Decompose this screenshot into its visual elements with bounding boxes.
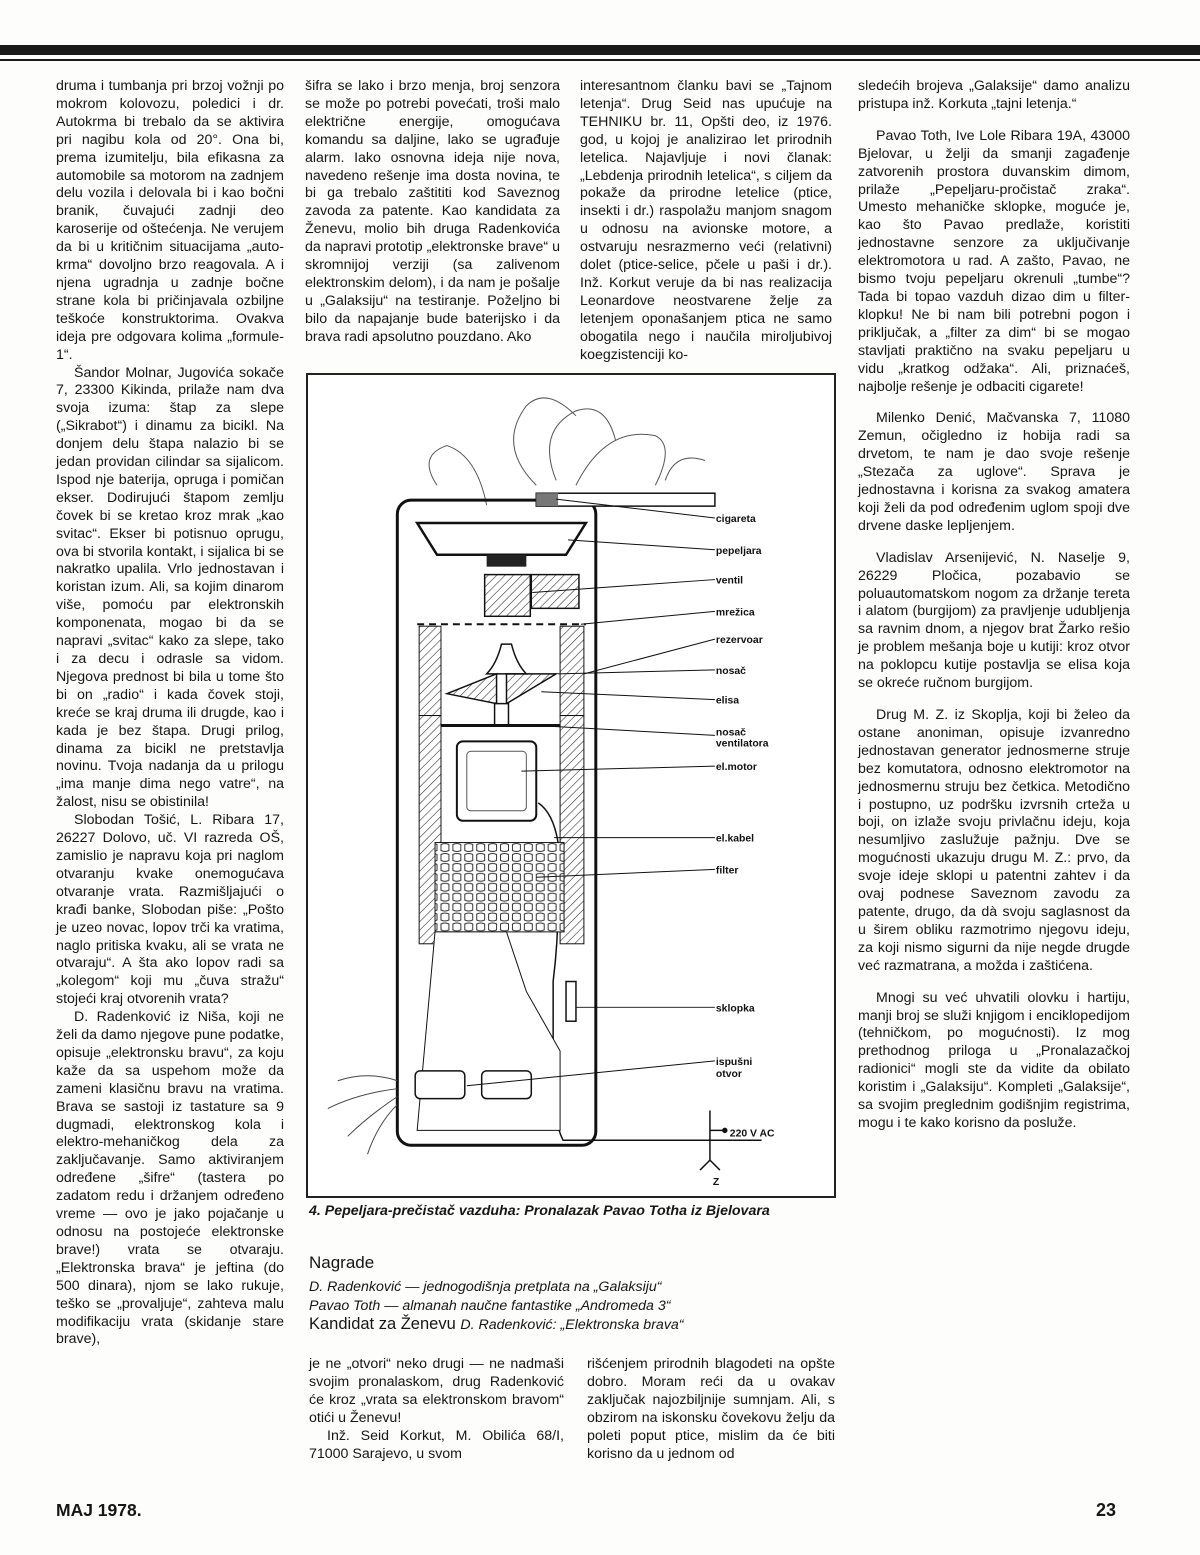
paragraph: šifra se lako i brzo menja, broj senzora se može po potrebi povećati, troši malo električne energije, omogućava komandu sa daljine, lako se ugrađuje alarm. Iako osnovna ideja nije nova, navedeno rešenje ima dosta novina, te bi ga trebalo zaštititi kod Saveznog zavoda za patente. Kao kandidata za Ženevu, molio bih druga Radenkovića da napravi prototip „elektronske brave“ u skromnijoj verziji (sa zalivenom elektronskim delom), i da nam je pošalje u „Galaksiju“ na testiranje. Poželjno bi bilo da napajanje bude baterijsko i da brava radi apsolutno pouzdano. Ako (305, 78, 560, 345)
paragraph: Mnogi su već uhvatili olovku i hartiju, manji broj se služi knjigom i enciklopedijom (tehničkom, po mogućnosti). Iz mog prethodnog priloga u „Pronalazačkoj radionici“ mogli ste da vidite da obilato koristim i „Galaksiju“. Kompleti „Galaksije“, sa svojim preglednim godišnjim registrima, mogu i te kako korisno da posluže. (858, 989, 1130, 1131)
label-switch: sklopka (715, 1003, 755, 1015)
cutaway (417, 932, 560, 1130)
paragraph: Šandor Molnar, Jugovića sokače 7, 23300 Kikinda, prilaže nam dva svoja izuma: štap za slepe („Sikrabot“) i dinamu za bicikl. Na donjem delu štapa nalazio bi se jedan providan cilindar sa sijalicom. Ispod nje baterija, opruga i pomičan ekser. Dodirujući štapom zemlju čovek bi se kretao kroz mrak „kao svitac“. Ekser bi potisnuo oprugu, ova bi stvorila kontakt, i sijalica bi se nakratko upalila. Vrlo jednostavan i koristan izum. Ali, sa kojim dinarom više, pomoću par elektronskih komponenata, mogao bi da se napravi „svitac“ kako za slepe, tako i za decu i odrasle sa vidom. Njegova prednost bi bila u tome što bi on „radio“ i kada čovek stoji, kreće se kraj druma ili drugde, kao i kada je bez štapa. Drugi prilog, dinama za bicikl ne pretstavlja novinu. Tvoja nadanja da u prilogu „ima manje dima nego vatre“, na žalost, nisu se obistinila! (56, 364, 284, 811)
page-number: 23 (1096, 1500, 1117, 1520)
column-1 (56, 78, 284, 1349)
paragraph: Drug M. Z. iz Skoplja, koji bi želeo da ostane anoniman, opisuje izvanredno jednostavan generator jednosmerne struje bez komutatora, odnosno elektromotor na jednosmernu struju bez četkica. Metodično i postupno, uz podršku izvrsnih crteža u boji, on izlaže svoju privlačnu ideju, koja nesumljivo zaslužuje pažnju. Dve se mogućnosti ukazuju drugu M. Z.: prvo, da svoje ideje sklopi u patentni zahtev i da ovaj podnese Saveznom zavodu za patente, drugo, da dà svoju saglasnost da u širem obliku razmotrimo njegovu ideju, za koji nismo sigurni da nije negde drugde već razmatrana, a možda i zaštićena. (858, 707, 1130, 974)
label-ashtray: pepeljara (715, 545, 762, 557)
ashtray-purifier-diagram (306, 373, 836, 1198)
column-2 (305, 78, 560, 347)
label-support: nosač (715, 665, 746, 677)
label-filter: filter (715, 865, 739, 877)
electric-motor (457, 741, 536, 820)
label-reservoir: rezervoar (715, 635, 763, 647)
paragraph: Vladislav Arsenijević, N. Naselje 9, 26229 Pločica, pozabavio se poluautomatskom nogom za držanje tereta i alatom (burgijom) za pravljenje udubljenja sa ravnim dnom, a njegov brat Žarko rešio je problem mešanja boje u kutiji: kroz otvor na poklopcu kutije postavlja se elisa koja se okreće ručnom burgijom. (858, 549, 1130, 692)
award-candidate-label: Kandidat za Ženevu (309, 1315, 456, 1334)
label-propeller: elisa (715, 695, 740, 707)
paragraph: rišćenjem prirodnih blagodeti na opšte dobro. Moram reći da u ovakav zaključak najozbiljnije sumnjam. Ali, s obzirom na iskonsku čovekovu želju da poleti poput ptice, mislim da će biti korisno da u jednom od (587, 1356, 835, 1462)
exhaust-flow (328, 1076, 397, 1154)
diagram-svg (308, 375, 834, 1196)
issue-date: MAJ 1978. (56, 1500, 142, 1520)
exhaust-opening-1 (415, 1071, 465, 1099)
reservoir-left (419, 626, 441, 715)
paragraph: interesantnom članku bavi se „Tajnom letenja“. Drug Seid nas upućuje na TEHNIKU br. 11, Opšti deo, iz 1976. god, u kojoj je analizirao let prirodnih letelica. Najavljuje i novi članak: „Lebdenja prirodnih letelica“, s ciljem da pokaže da prirodne letelice (ptice, insekti i dr.) raspolažu manjom snagom u odnosu na avionske motore, a ostvaruju nesrazmerno veći (relativni) dolet (ptice-selice, pčele u paši i dr.). Inž. Korkut veruje da bi nas realizacija Leonardove neostvarene želje za letenjem oponašanjem ptica ne samo obogatila nego i naučila miroljubivoj koegzistenciji ko- (580, 78, 832, 363)
awards-heading: Nagrade (309, 1253, 375, 1272)
paragraph: Pavao Toth, Ive Lole Ribara 19A, 43000 Bjelovar, u želji da smanji zagađenje zatvorenih prostora duvanskim dimom, prilaže „Pepeljaru-pročistač zraka“. Umesto mehaničke sklopke, moguće je, kao što Pavao predlaže, koristiti jednostavne senzore za uključivanje elektromotora u rad. A zašto, Pavao, ne bismo tvoju pepeljaru okrenuli „tumbe“? Tada bi topao vazduh dizao dim u filter-klopku! Ne bi nam bili potrebni pogon i priključak, a „filter za dim“ bi se mogao stavljati praktično na svaku pepeljaru u vidu „kratkog odžaka“. Ali, priznaćeš, najbolje rešenje je odbaciti cigarete! (858, 127, 1130, 395)
smoke-wisps (429, 398, 705, 505)
bottom-column-2 (309, 1356, 564, 1463)
paragraph: sledećih brojeva „Galaksije“ damo analizu pristupa inž. Korkuta „tajni letenja.“ (858, 78, 1130, 112)
label-voltage: 220 V AC (729, 1128, 775, 1140)
top-rule-thin (0, 59, 1200, 61)
switch (566, 982, 576, 1022)
cigarette-ash (536, 493, 558, 506)
award-line: D. Radenković — jednogodišnja pretplata na „Galaksiju“ (309, 1279, 662, 1295)
paragraph: druma i tumbanja pri brzoj vožnji po mokrom kolovozu, poledici i dr. Autokrma bi trebalo da se aktivira pri nagibu kola od 20°. Ona bi, prema izumitelju, bila efikasna za automobile sa motorom na zadnjem delu vozila i delovala bi i kao bočni branik, čuvajući zadnji deo karoseriје od oštećenja. Ne verujem da bi u kritičnim situacijama „auto-krma“ dovoljno brzo reagovala. A i njena ugradnja u zadnje bočne strane kola bi pričinjavala ozbiljne teškoće konstruktorima. Ovakva ideja pre odgovara kolima „formule-1“. (56, 78, 284, 363)
label-fan-support-2: ventilatora (715, 738, 769, 750)
valve-body (531, 575, 579, 609)
award-candidate-value: D. Radenković: „Elektronska brava“ (460, 1317, 684, 1334)
column-4 (858, 78, 1130, 1133)
paragraph: Milenko Denić, Mačvanska 7, 11080 Zemun, očigledno iz hobija radi sa drvetom, te nam je dao svoje rešenje „Stezača za uglove“. Sprava je jednostavna i korisna za svakog amatera koji želi da pod određenim uglom spoji dve drvene daske lepljenjem. (858, 410, 1130, 534)
valve (485, 575, 531, 617)
ashtray-bowl (417, 523, 586, 555)
figure-caption: 4. Pepeljara-prečistač vazduha: Pronalazak Pavao Totha iz Bjelovara (309, 1203, 770, 1219)
top-rule-thick (0, 45, 1200, 55)
label-exhaust-2: otvor (715, 1068, 742, 1080)
label-cable: el.kabel (715, 833, 755, 845)
award-line: Pavao Toth — almanah naučne fantastike „Andromeda 3“ (309, 1297, 671, 1314)
paragraph: Slobodan Tošić, L. Ribara 17, 26227 Dolovo, uč. VI razreda OŠ, zamislio je napravu koja pri naglom otvaranju kvake onemogućava otvaranje vrata. Razmišljajući o krađi banke, Slobodan piše: „Pošto je uzeo novac, lopov trči ka vratima, naglo pritiska kvaku, ali se vrata ne otvaraju“. A šta ako lopov radi sa „kolegom“ koji mu „čuva stražu“ stojeći kraj otvorenih vrata? (56, 812, 284, 1008)
paragraph: je ne „otvori“ neko drugi — ne nadmaši svojim pronalaskom, drug Radenković će kroz „vrata sa elektronskom bravom“ otići u Ženevu! (309, 1356, 564, 1426)
label-fan-support-1: nosač (715, 727, 746, 739)
filter (435, 843, 564, 932)
label-ground: Z (712, 1176, 720, 1188)
label-motor: el.motor (715, 762, 757, 774)
awards-list (309, 1278, 834, 1335)
paragraph: Inž. Seid Korkut, M. Obilića 68/I, 71000 Sarajevo, u svom (309, 1427, 564, 1462)
propeller (447, 644, 556, 725)
label-cigarette: cigareta (715, 514, 756, 526)
paragraph: D. Radenković iz Niša, koji ne želi da damo njegove pune podatke, opisuje „elektronsku bravu“, za koju kaže da sa uspehom može da zameni klasičnu bravu na vratima. Brava se sastoji iz tastature sa 9 dugmadi, elektronskog kola i elektro-mehaničkog dela za zaključavanje. Samo aktiviranjem određene „šifre“ (tastera po zadatom redu i držanjem određeno vreme — ovo je jako pojačanje u odnosu na postojeće elektronske brave!) vrata se otvaraju. „Elektronska brava“ je jeftina (do 500 dinara), njom se lako rukuje, teško se „provaljuje“, zahteva malu modifikaciju vrata (skidanje stare brave), (56, 1009, 284, 1348)
award-line (309, 1315, 834, 1335)
reservoir-right (560, 626, 584, 715)
bottom-column-3 (587, 1356, 835, 1463)
exhaust-opening-2 (482, 1071, 532, 1099)
label-exhaust-1: ispušni (715, 1056, 753, 1068)
ashtray-stem (487, 555, 527, 567)
column-3 (580, 78, 832, 365)
label-mesh: mrežica (715, 607, 755, 619)
label-valve: ventil (715, 575, 744, 587)
